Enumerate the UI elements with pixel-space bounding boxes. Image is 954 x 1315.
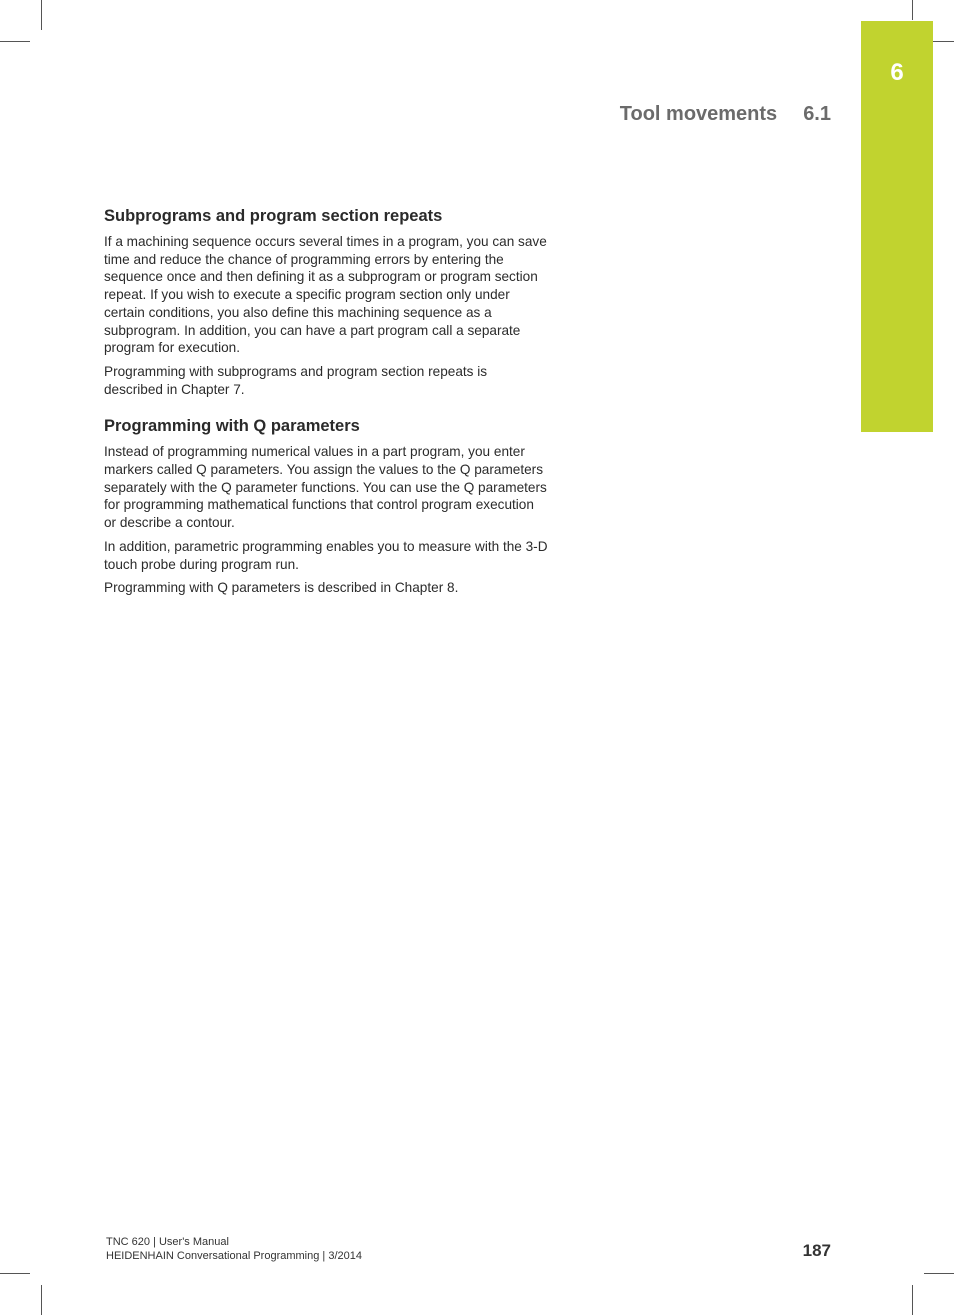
crop-mark [912,0,913,20]
paragraph: Programming with Q parameters is described in Chapter 8. [104,580,459,596]
main-content [104,205,549,603]
crop-mark [0,41,30,42]
crop-mark [41,0,42,30]
page-number: 187 [802,1241,831,1260]
paragraph: If a machining sequence occurs several times in a program, you can save time and reduce the chance of programming errors by entering the sequence once and then defining it as a subprogram or program section repeat. If you wish to execute a specific program section only under certain conditions, you also define this machining sequence as a subprogram. In addition, you can have a part program call a separate program for execution. [104,234,547,356]
paragraph: Instead of programming numerical values in a part program, you enter markers called Q parameters. You assign the values to the Q parameters separately with the Q parameter functions. You can use the Q parameters for programming mathematical functions that control program execution or describe a contour. [104,444,547,531]
section-heading: Programming with Q parameters [104,417,360,436]
crop-mark [0,1273,30,1274]
paragraph: Programming with subprograms and program section repeats is described in Chapter 7. [104,363,488,397]
running-head-title: Tool movements [619,103,778,125]
crop-mark [41,1285,42,1315]
crop-mark [924,1273,954,1274]
chapter-tab [861,21,933,432]
chapter-number: 6 [890,59,904,86]
running-head-section: 6.1 [803,103,831,125]
section-heading: Subprograms and program section repeats [104,207,443,225]
footer [106,1235,362,1263]
footer-manual-title: TNC 620 | User's Manual [106,1236,229,1248]
crop-mark [912,1285,913,1315]
running-head [620,103,831,126]
footer-edition: HEIDENHAIN Conversational Programming | 3/2014 [106,1250,362,1262]
paragraph: In addition, parametric programming enables you to measure with the 3-D touch probe during program run. [104,538,548,572]
